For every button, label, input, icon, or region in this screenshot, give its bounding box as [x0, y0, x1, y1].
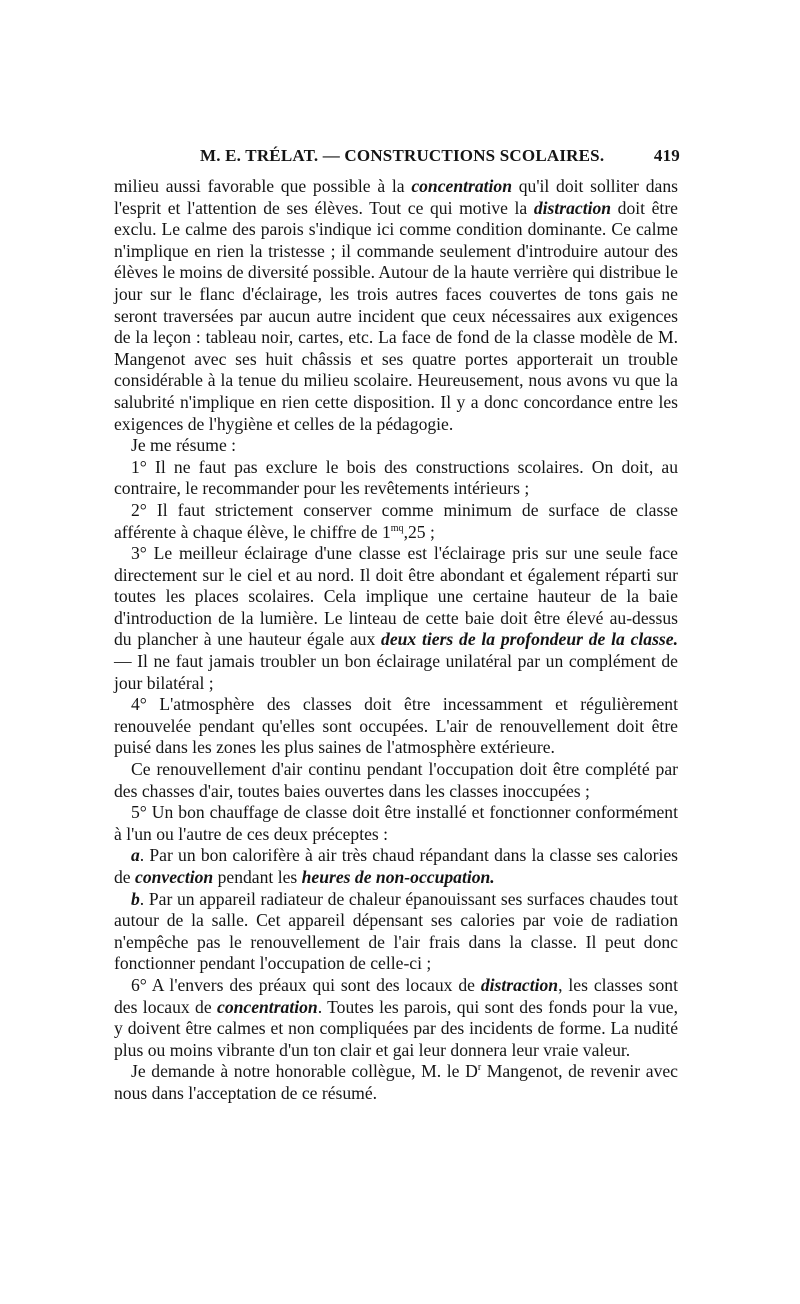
italic-text: a — [131, 845, 140, 866]
text-segment: , les classes sont des locaux de — [114, 974, 678, 1017]
text-segment: qu'il doit solliter dans l'esprit et l'attention de ses élèves. Tout ce qui motive la — [114, 176, 678, 218]
paragraph — [114, 500, 678, 543]
paragraph — [114, 457, 678, 500]
paragraph — [114, 694, 678, 759]
text-segment: 3° Le meilleur éclairage d'une classe est l'éclairage pris sur une seule face directement sur le ciel et au nord. Il doit être abondant et également réparti sur toutes les places scolaires. Cela implique une certaine hauteur de la baie d'introduction de la lumière. Le linteau de cette baie doit être élevé au-dessus du plancher à une hauteur égale aux — [114, 543, 678, 650]
italic-text: distraction — [480, 974, 559, 995]
italic-text: distraction — [533, 197, 612, 218]
superscript-text: mq — [390, 522, 404, 534]
page-number: 419 — [653, 146, 680, 165]
text-segment: . Par un bon calorifère à air très chaud répandant dans la classe ses calories de — [114, 845, 678, 887]
italic-text: convection — [135, 867, 214, 887]
italic-text: concentration — [217, 996, 318, 1017]
text-segment: milieu aussi favorable que possible à la — [114, 176, 412, 196]
italic-text: deux tiers de la profondeur de la classe. — [381, 629, 678, 650]
paragraph — [114, 435, 678, 457]
text-segment: Je demande à notre honorable collègue, M. le D — [131, 1061, 478, 1082]
text-segment: 2° Il faut strictement conserver comme minimum de surface de classe afférente à chaque élève, le chiffre de 1 — [114, 499, 678, 542]
text-segment: pendant les — [213, 867, 302, 887]
text-segment: 6° A l'envers des préaux qui sont des locaux de — [131, 974, 481, 995]
italic-text: b — [131, 888, 140, 909]
paragraph — [114, 845, 678, 888]
text-segment: . Toutes les parois, qui sont des fonds pour la vue, y doivent être calmes et non compliquées par des incidents de forme. La nudité plus ou moins vibrante d'un ton clair et gai leur donnera leur vraie valeur. — [114, 996, 678, 1060]
text-segment: 5° Un bon chauffage de classe doit être installé et fonctionner conformément à l'un ou l'autre de ces deux préceptes : — [114, 802, 678, 844]
paragraph — [114, 543, 678, 694]
text-segment: Ce renouvellement d'air continu pendant l'occupation doit être complété par des chasses d'air, toutes baies ouvertes dans les classes inoccupées ; — [114, 759, 678, 801]
paragraph — [114, 176, 678, 435]
paragraph — [114, 759, 678, 802]
paragraph — [114, 975, 678, 1061]
italic-text: heures de non-occupation. — [301, 867, 495, 887]
running-header — [200, 146, 680, 170]
paragraph — [114, 1061, 678, 1104]
text-segment: Mangenot, de revenir avec nous dans l'acceptation de ce résumé. — [114, 1061, 678, 1103]
text-segment: 1° Il ne faut pas exclure le bois des constructions scolaires. On doit, au contraire, le recommander pour les revêtements intérieurs ; — [114, 456, 678, 499]
paragraph — [114, 889, 678, 975]
italic-text: concentration — [411, 176, 513, 196]
text-segment: — Il ne faut jamais troubler un bon éclairage unilatéral par un complément de jour bilatéral ; — [114, 651, 678, 693]
paragraph — [114, 802, 678, 845]
text-segment: 4° L'atmosphère des classes doit être incessamment et régulièrement renouvelée pendant qu'elles sont occupées. L'air de renouvellement doit être puisé dans les zones les plus saines de l'atmosphère extérieure. — [114, 694, 678, 758]
superscript-text: r — [477, 1062, 482, 1074]
text-segment: doit être exclu. Le calme des parois s'indique ici comme condition dominante. Ce calme n'implique en rien la tristesse ; il commande seulement d'introduire autour des élèves le moins de diversité possible. Autour de la haute verrière qui distribue le jour sur le flanc d'éclairage, les trois autres faces couvertes de tons gais ne seront traversées par aucun autre incident que ceux nécessaires aux exigences de la leçon : tableau noir, cartes, etc. La face de fond de la classe modèle de M. Mangenot avec ses huit châssis et ses quatre portes apporterait un trouble considérable à la tenue du milieu scolaire. Heureusement, nous avons vu que la salubrité n'implique en rien cette disposition. Il y a donc concordance entre les exigences de l'hygiène et celles de la pédagogie. — [114, 197, 678, 434]
text-segment: . Par un appareil radiateur de chaleur épanouissant ses surfaces chaudes tout autour de la salle. Cet appareil dépensant ses calories par voie de radiation n'empêche pas le renouvellement de l'air frais dans la classe. Il peut donc fonctionner pendant l'occupation de celle-ci ; — [114, 888, 678, 974]
text-segment: ,25 ; — [403, 521, 435, 542]
running-title: M. E. TRÉLAT. — CONSTRUCTIONS SCOLAIRES. — [200, 146, 605, 165]
body-text — [114, 176, 678, 1105]
text-segment: Je me résume : — [131, 435, 237, 456]
